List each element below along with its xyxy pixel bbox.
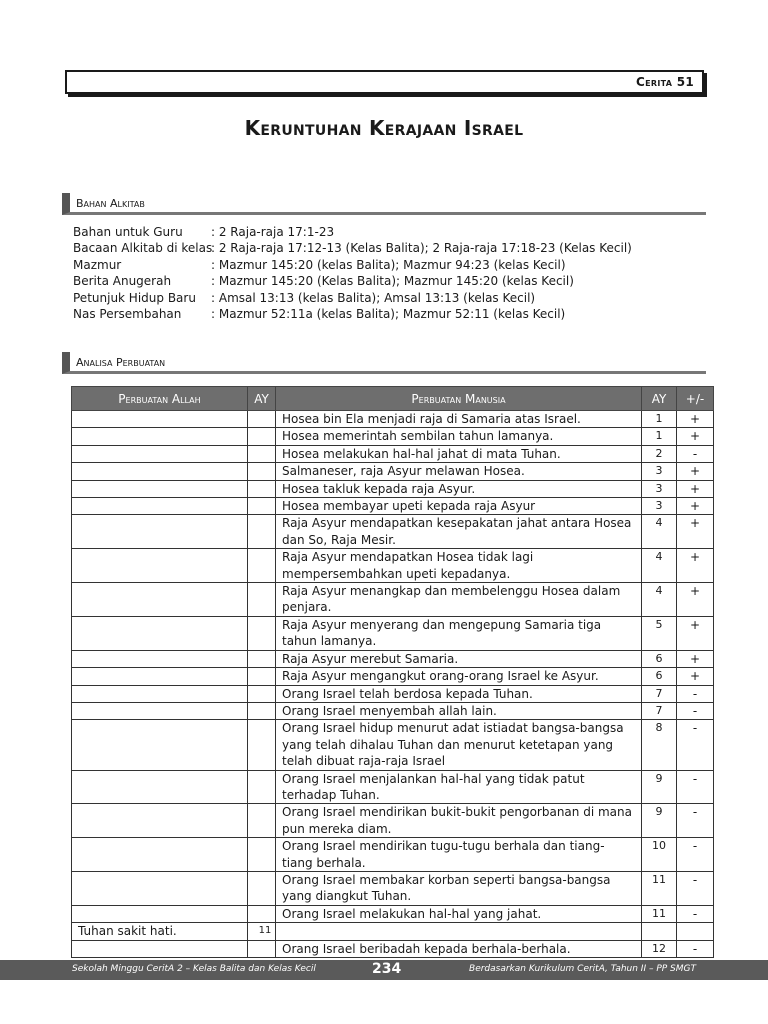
human-verse-cell: 8 — [642, 720, 677, 770]
god-verse-cell — [248, 838, 276, 872]
god-verse-cell — [248, 685, 276, 702]
bible-row-value: : 2 Raja-raja 17:1-23 — [211, 225, 335, 239]
bible-row-value: : 2 Raja-raja 17:12-13 (Kelas Balita); 2 Raja-raja 17:18-23 (Kelas Kecil) — [211, 241, 632, 256]
human-verse-cell: 7 — [642, 685, 677, 702]
bible-row-label: Mazmur — [73, 257, 122, 272]
footer-curriculum: Berdasarkan Kurikulum CeritA, Tahun II – PP SMGT — [469, 964, 696, 974]
sign-cell: + — [677, 650, 714, 667]
god-verse-cell — [248, 804, 276, 838]
god-verse-cell — [248, 463, 276, 480]
god-action-cell — [72, 838, 248, 872]
table-row — [72, 616, 714, 650]
sign-cell: + — [677, 411, 714, 428]
table-row — [72, 428, 714, 445]
human-verse-cell: 4 — [642, 515, 677, 549]
god-action-cell — [72, 770, 248, 804]
footer-book-title: Sekolah Minggu CeritA 2 – Kelas Balita dan Kelas Kecil — [72, 964, 316, 974]
bible-materials-list — [73, 224, 713, 322]
human-verse-cell: 12 — [642, 940, 677, 957]
god-verse-cell — [248, 411, 276, 428]
sign-cell: + — [677, 616, 714, 650]
sign-cell: - — [677, 685, 714, 702]
god-verse-cell — [248, 650, 276, 667]
sign-cell: + — [677, 549, 714, 583]
table-row — [72, 770, 714, 804]
action-analysis-table — [71, 386, 714, 958]
god-verse-cell — [248, 702, 276, 719]
god-action-cell — [72, 549, 248, 583]
bible-row-value: : Mazmur 145:20 (kelas Balita); Mazmur 94:23 (kelas Kecil) — [211, 257, 566, 272]
human-action-cell: Raja Asyur menyerang dan mengepung Samaria tiga tahun lamanya. — [276, 616, 642, 650]
god-action-cell: Tuhan sakit hati. — [72, 923, 248, 940]
column-header-human-action: Perbuatan Manusia — [276, 387, 642, 411]
god-verse-cell — [248, 549, 276, 583]
god-verse-cell — [248, 445, 276, 462]
column-header-god-action: Perbuatan Allah — [72, 387, 248, 411]
human-action-cell: Hosea melakukan hal-hal jahat di mata Tuhan. — [276, 445, 642, 462]
human-verse-cell: 10 — [642, 838, 677, 872]
god-action-cell — [72, 905, 248, 922]
bible-row — [73, 306, 713, 322]
bible-row — [73, 290, 713, 306]
table-row — [72, 480, 714, 497]
human-action-cell: Orang Israel beribadah kepada berhala-berhala. — [276, 940, 642, 957]
god-action-cell — [72, 650, 248, 667]
human-action-cell: Orang Israel telah berdosa kepada Tuhan. — [276, 685, 642, 702]
human-action-cell: Hosea bin Ela menjadi raja di Samaria atas Israel. — [276, 411, 642, 428]
god-action-cell — [72, 940, 248, 957]
human-action-cell: Orang Israel mendirikan bukit-bukit pengorbanan di mana pun mereka diam. — [276, 804, 642, 838]
god-action-cell — [72, 720, 248, 770]
human-verse-cell: 1 — [642, 428, 677, 445]
table-row — [72, 720, 714, 770]
bible-row-label: Bacaan Alkitab di kelas — [73, 241, 213, 256]
sign-cell: - — [677, 770, 714, 804]
table-row — [72, 549, 714, 583]
sign-cell: + — [677, 480, 714, 497]
table-header-row — [72, 387, 714, 411]
bible-row — [73, 257, 713, 273]
god-action-cell — [72, 804, 248, 838]
page-number: 234 — [372, 961, 402, 977]
sign-cell: - — [677, 702, 714, 719]
sign-cell: - — [677, 905, 714, 922]
human-verse-cell: 6 — [642, 668, 677, 685]
bible-row-label: Berita Anugerah — [73, 274, 172, 289]
human-verse-cell: 11 — [642, 871, 677, 905]
column-header-verse: AY — [248, 387, 276, 411]
human-verse-cell: 2 — [642, 445, 677, 462]
page-footer — [0, 960, 768, 980]
god-verse-cell: 11 — [248, 923, 276, 940]
human-action-cell: Orang Israel mendirikan tugu-tugu berhala dan tiang-tiang berhala. — [276, 838, 642, 872]
human-action-cell: Orang Israel menyembah allah lain. — [276, 702, 642, 719]
god-verse-cell — [248, 428, 276, 445]
god-verse-cell — [248, 480, 276, 497]
human-verse-cell: 3 — [642, 463, 677, 480]
story-header-box — [65, 70, 704, 94]
god-action-cell — [72, 480, 248, 497]
sign-cell: + — [677, 463, 714, 480]
action-analysis-heading: Analisa Perbuatan — [62, 352, 706, 374]
column-header-sign: +/- — [677, 387, 714, 411]
human-action-cell: Orang Israel menjalankan hal-hal yang tidak patut terhadap Tuhan. — [276, 770, 642, 804]
god-action-cell — [72, 668, 248, 685]
god-verse-cell — [248, 583, 276, 617]
table-row — [72, 463, 714, 480]
column-header-verse: AY — [642, 387, 677, 411]
table-row — [72, 804, 714, 838]
god-verse-cell — [248, 616, 276, 650]
sign-cell: + — [677, 428, 714, 445]
table-body — [72, 411, 714, 958]
sign-cell: + — [677, 498, 714, 515]
story-number-label: Cerita 51 — [635, 75, 694, 89]
god-verse-cell — [248, 905, 276, 922]
sign-cell: - — [677, 445, 714, 462]
human-action-cell: Orang Israel melakukan hal-hal yang jahat. — [276, 905, 642, 922]
human-action-cell: Hosea membayar upeti kepada raja Asyur — [276, 498, 642, 515]
bible-row-label: Petunjuk Hidup Baru — [73, 290, 196, 305]
table-row — [72, 685, 714, 702]
bible-row-value: : Mazmur 52:11a (kelas Balita); Mazmur 52:11 (kelas Kecil) — [211, 306, 566, 321]
human-action-cell: Hosea takluk kepada raja Asyur. — [276, 480, 642, 497]
bible-row-value: : Amsal 13:13 (kelas Balita); Amsal 13:13 (kelas Kecil) — [211, 290, 536, 305]
sign-cell: + — [677, 583, 714, 617]
god-action-cell — [72, 428, 248, 445]
god-verse-cell — [248, 940, 276, 957]
bible-row-label: Nas Persembahan — [73, 306, 182, 321]
sign-cell: + — [677, 668, 714, 685]
sign-cell: - — [677, 838, 714, 872]
god-verse-cell — [248, 871, 276, 905]
table-row — [72, 445, 714, 462]
table-row — [72, 411, 714, 428]
bible-materials-heading: Bahan Alkitab — [62, 193, 706, 215]
table-row — [72, 515, 714, 549]
human-verse-cell — [642, 923, 677, 940]
bible-row-label: Bahan untuk Guru — [73, 225, 183, 239]
table-row — [72, 498, 714, 515]
bible-row-value: : Mazmur 145:20 (Kelas Balita); Mazmur 145:20 (kelas Kecil) — [211, 274, 574, 289]
human-verse-cell: 9 — [642, 804, 677, 838]
bible-row — [73, 240, 713, 256]
sign-cell: - — [677, 940, 714, 957]
human-action-cell: Orang Israel hidup menurut adat istiadat bangsa-bangsa yang telah dihalau Tuhan dan menurut ketetapan yang telah dibuat raja-raja Israel — [276, 720, 642, 770]
god-action-cell — [72, 411, 248, 428]
page-title: Keruntuhan Kerajaan Israel — [244, 116, 524, 140]
human-action-cell: Orang Israel membakar korban seperti bangsa-bangsa yang diangkut Tuhan. — [276, 871, 642, 905]
table-row — [72, 871, 714, 905]
bible-row — [73, 224, 713, 240]
human-verse-cell: 7 — [642, 702, 677, 719]
god-action-cell — [72, 498, 248, 515]
table-row — [72, 702, 714, 719]
human-verse-cell: 9 — [642, 770, 677, 804]
table-row — [72, 583, 714, 617]
human-action-cell: Raja Asyur mendapatkan Hosea tidak lagi mempersembahkan upeti kepadanya. — [276, 549, 642, 583]
sign-cell — [677, 923, 714, 940]
human-verse-cell: 5 — [642, 616, 677, 650]
god-verse-cell — [248, 668, 276, 685]
table-row — [72, 923, 714, 940]
human-action-cell: Raja Asyur mendapatkan kesepakatan jahat antara Hosea dan So, Raja Mesir. — [276, 515, 642, 549]
table-row — [72, 905, 714, 922]
human-verse-cell: 3 — [642, 480, 677, 497]
bible-row — [73, 273, 713, 289]
table-row — [72, 940, 714, 957]
god-action-cell — [72, 583, 248, 617]
human-action-cell: Raja Asyur menangkap dan membelenggu Hosea dalam penjara. — [276, 583, 642, 617]
god-action-cell — [72, 445, 248, 462]
sign-cell: + — [677, 515, 714, 549]
god-verse-cell — [248, 498, 276, 515]
god-action-cell — [72, 515, 248, 549]
sign-cell: - — [677, 720, 714, 770]
god-verse-cell — [248, 515, 276, 549]
god-verse-cell — [248, 770, 276, 804]
human-verse-cell: 4 — [642, 583, 677, 617]
human-action-cell: Hosea memerintah sembilan tahun lamanya. — [276, 428, 642, 445]
human-verse-cell: 11 — [642, 905, 677, 922]
human-verse-cell: 6 — [642, 650, 677, 667]
sign-cell: - — [677, 871, 714, 905]
god-action-cell — [72, 685, 248, 702]
sign-cell: - — [677, 804, 714, 838]
human-action-cell: Salmaneser, raja Asyur melawan Hosea. — [276, 463, 642, 480]
human-action-cell: Raja Asyur merebut Samaria. — [276, 650, 642, 667]
table-row — [72, 838, 714, 872]
god-action-cell — [72, 702, 248, 719]
human-action-cell: Raja Asyur mengangkut orang-orang Israel ke Asyur. — [276, 668, 642, 685]
table-row — [72, 650, 714, 667]
god-action-cell — [72, 871, 248, 905]
human-action-cell — [276, 923, 642, 940]
human-verse-cell: 4 — [642, 549, 677, 583]
table-row — [72, 668, 714, 685]
god-action-cell — [72, 463, 248, 480]
human-verse-cell: 3 — [642, 498, 677, 515]
human-verse-cell: 1 — [642, 411, 677, 428]
god-action-cell — [72, 616, 248, 650]
god-verse-cell — [248, 720, 276, 770]
